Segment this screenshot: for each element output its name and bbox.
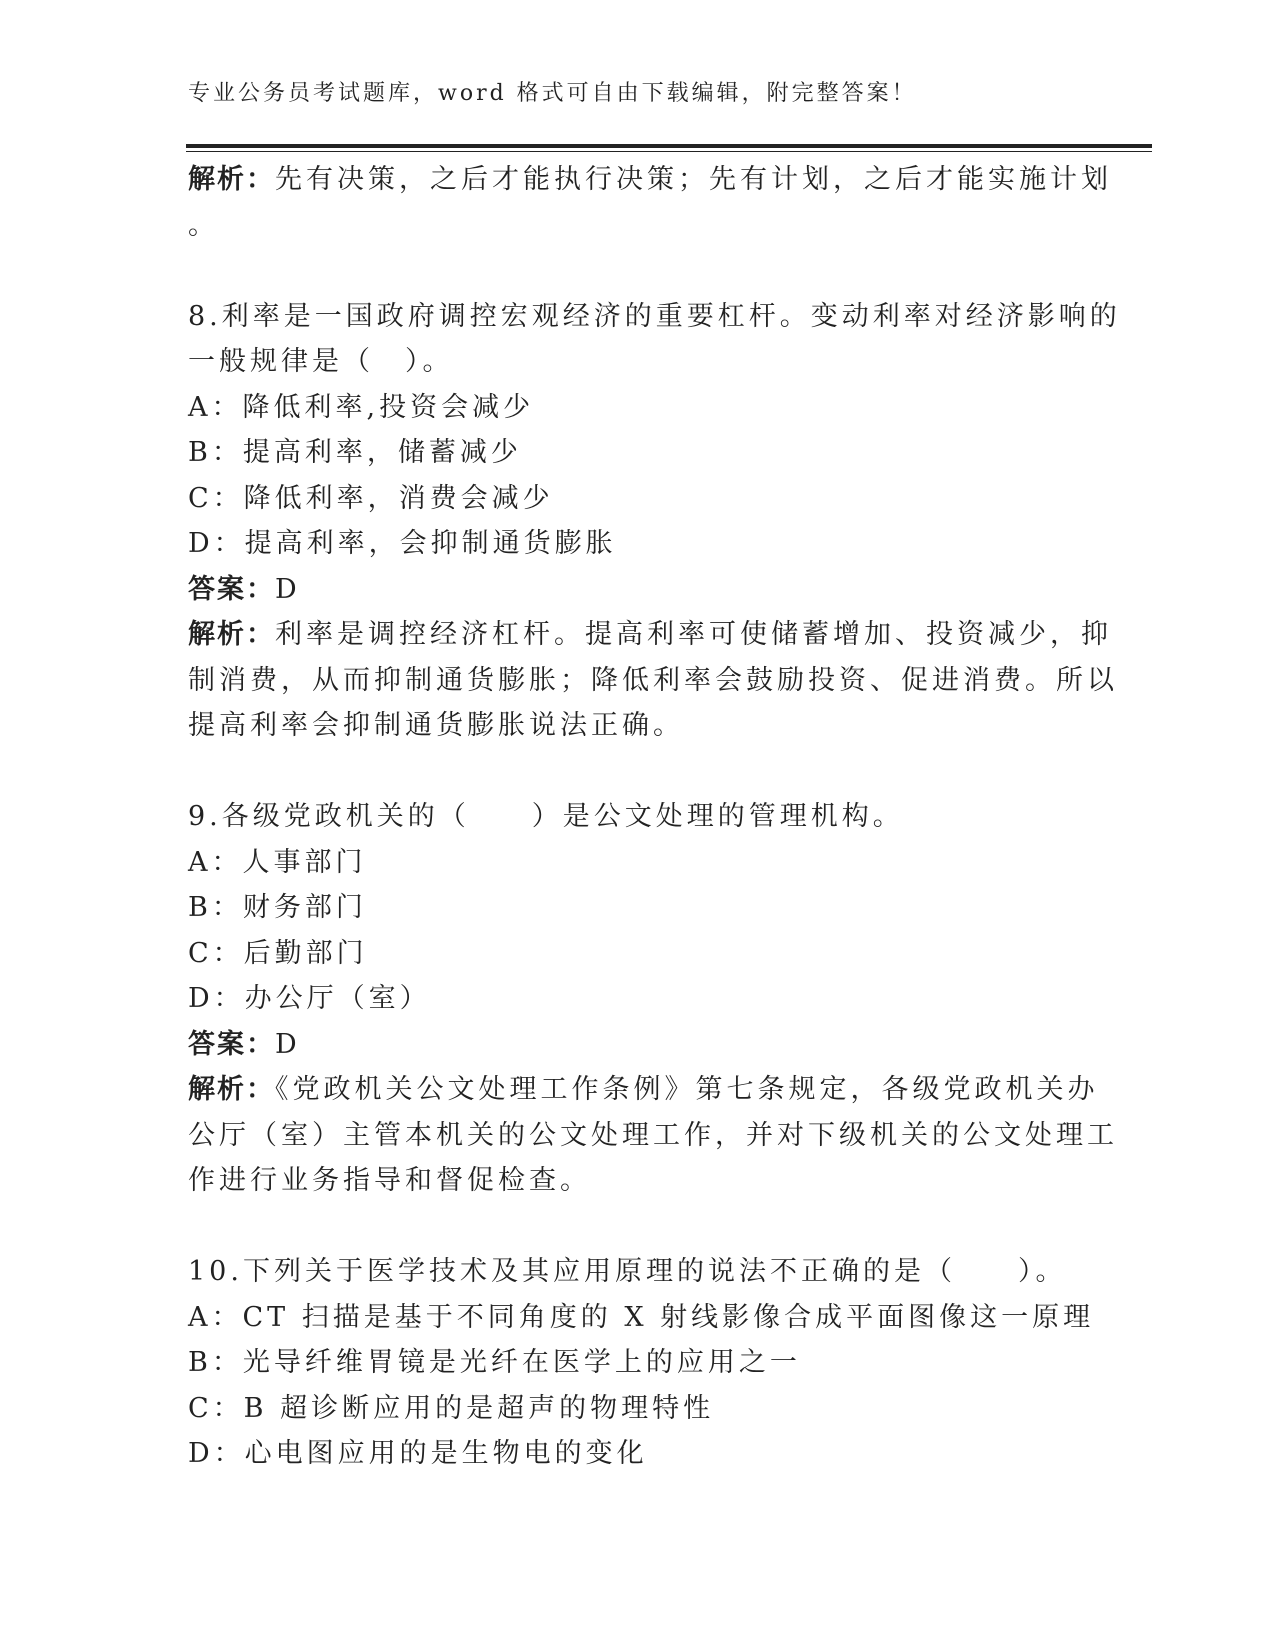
spacer [188, 749, 1068, 795]
q8-analysis: 提高利率会抑制通货膨胀说法正确。 [188, 710, 684, 741]
q8-analysis [188, 612, 1112, 658]
q10-option-c: C：B 超诊断应用的是超声的物理特性 [188, 1392, 715, 1424]
header-rule-thin [186, 151, 1152, 152]
page-header: 专业公务员考试题库，word 格式可自由下载编辑，附完整答案！ [188, 81, 917, 106]
q8-option-c: C：降低利率，消费会减少 [188, 482, 554, 514]
q10-stem: 10.下列关于医学技术及其应用原理的说法不正确的是（ ）。 [188, 1256, 1067, 1287]
q10-option-a: A：CT 扫描是基于不同角度的 X 射线影像合成平面图像这一原理 [188, 1301, 1095, 1333]
q9-answer [188, 1022, 1068, 1068]
q8-stem: 8.利率是一国政府调控宏观经济的重要杠杆。变动利率对经济影响的 [188, 300, 1121, 332]
q8-option-a: A：降低利率,投资会减少 [188, 391, 535, 423]
q9-option-a: A：人事部门 [188, 846, 367, 878]
q9-stem: 9.各级党政机关的（ ）是公文处理的管理机构。 [188, 801, 904, 832]
answer-value: D [275, 1028, 301, 1060]
spacer [188, 1204, 1068, 1250]
q9-option-d: D：办公厅（室） [188, 983, 431, 1014]
answer-value: D [275, 573, 301, 605]
analysis-text: 利率是调控经济杠杆。提高利率可使储蓄增加、投资减少，抑 [275, 619, 1112, 650]
analysis-text: 《党政机关公文处理工作条例》第七条规定，各级党政机关办 [275, 1074, 1099, 1105]
q9-analysis [188, 1067, 1099, 1113]
q9-analysis: 公厅（室）主管本机关的公文处理工作，并对下级机关的公文处理工 [188, 1119, 1118, 1151]
q8-option-d: D：提高利率，会抑制通货膨胀 [188, 528, 617, 559]
answer-label: 答案： [188, 573, 275, 605]
q9-analysis: 作进行业务指导和督促检查。 [188, 1165, 591, 1196]
content [188, 157, 1121, 1477]
q8-answer [188, 567, 1068, 613]
q8-stem: 一般规律是（ ）。 [188, 346, 454, 377]
q10-option-b: B：光导纤维胃镜是光纤在医学上的应用之一 [188, 1347, 801, 1378]
analysis-label: 解析： [188, 164, 275, 195]
q9-option-c: C：后勤部门 [188, 937, 368, 969]
analysis-label: 解析： [188, 1074, 275, 1105]
q8-analysis: 制消费，从而抑制通货膨胀；降低利率会鼓励投资、促进消费。所以 [188, 664, 1118, 696]
analysis-text: 先有决策，之后才能执行决策；先有计划，之后才能实施计划 [275, 164, 1112, 195]
spacer [188, 248, 1068, 294]
prev-analysis-line [188, 157, 1112, 203]
header-rule-thick [186, 144, 1152, 148]
q10-option-d: D：心电图应用的是生物电的变化 [188, 1438, 648, 1469]
answer-label: 答案： [188, 1028, 275, 1060]
q9-option-b: B：财务部门 [188, 892, 367, 923]
prev-analysis-line: 。 [188, 209, 219, 241]
q8-option-b: B：提高利率，储蓄减少 [188, 437, 522, 468]
analysis-label: 解析： [188, 619, 275, 650]
